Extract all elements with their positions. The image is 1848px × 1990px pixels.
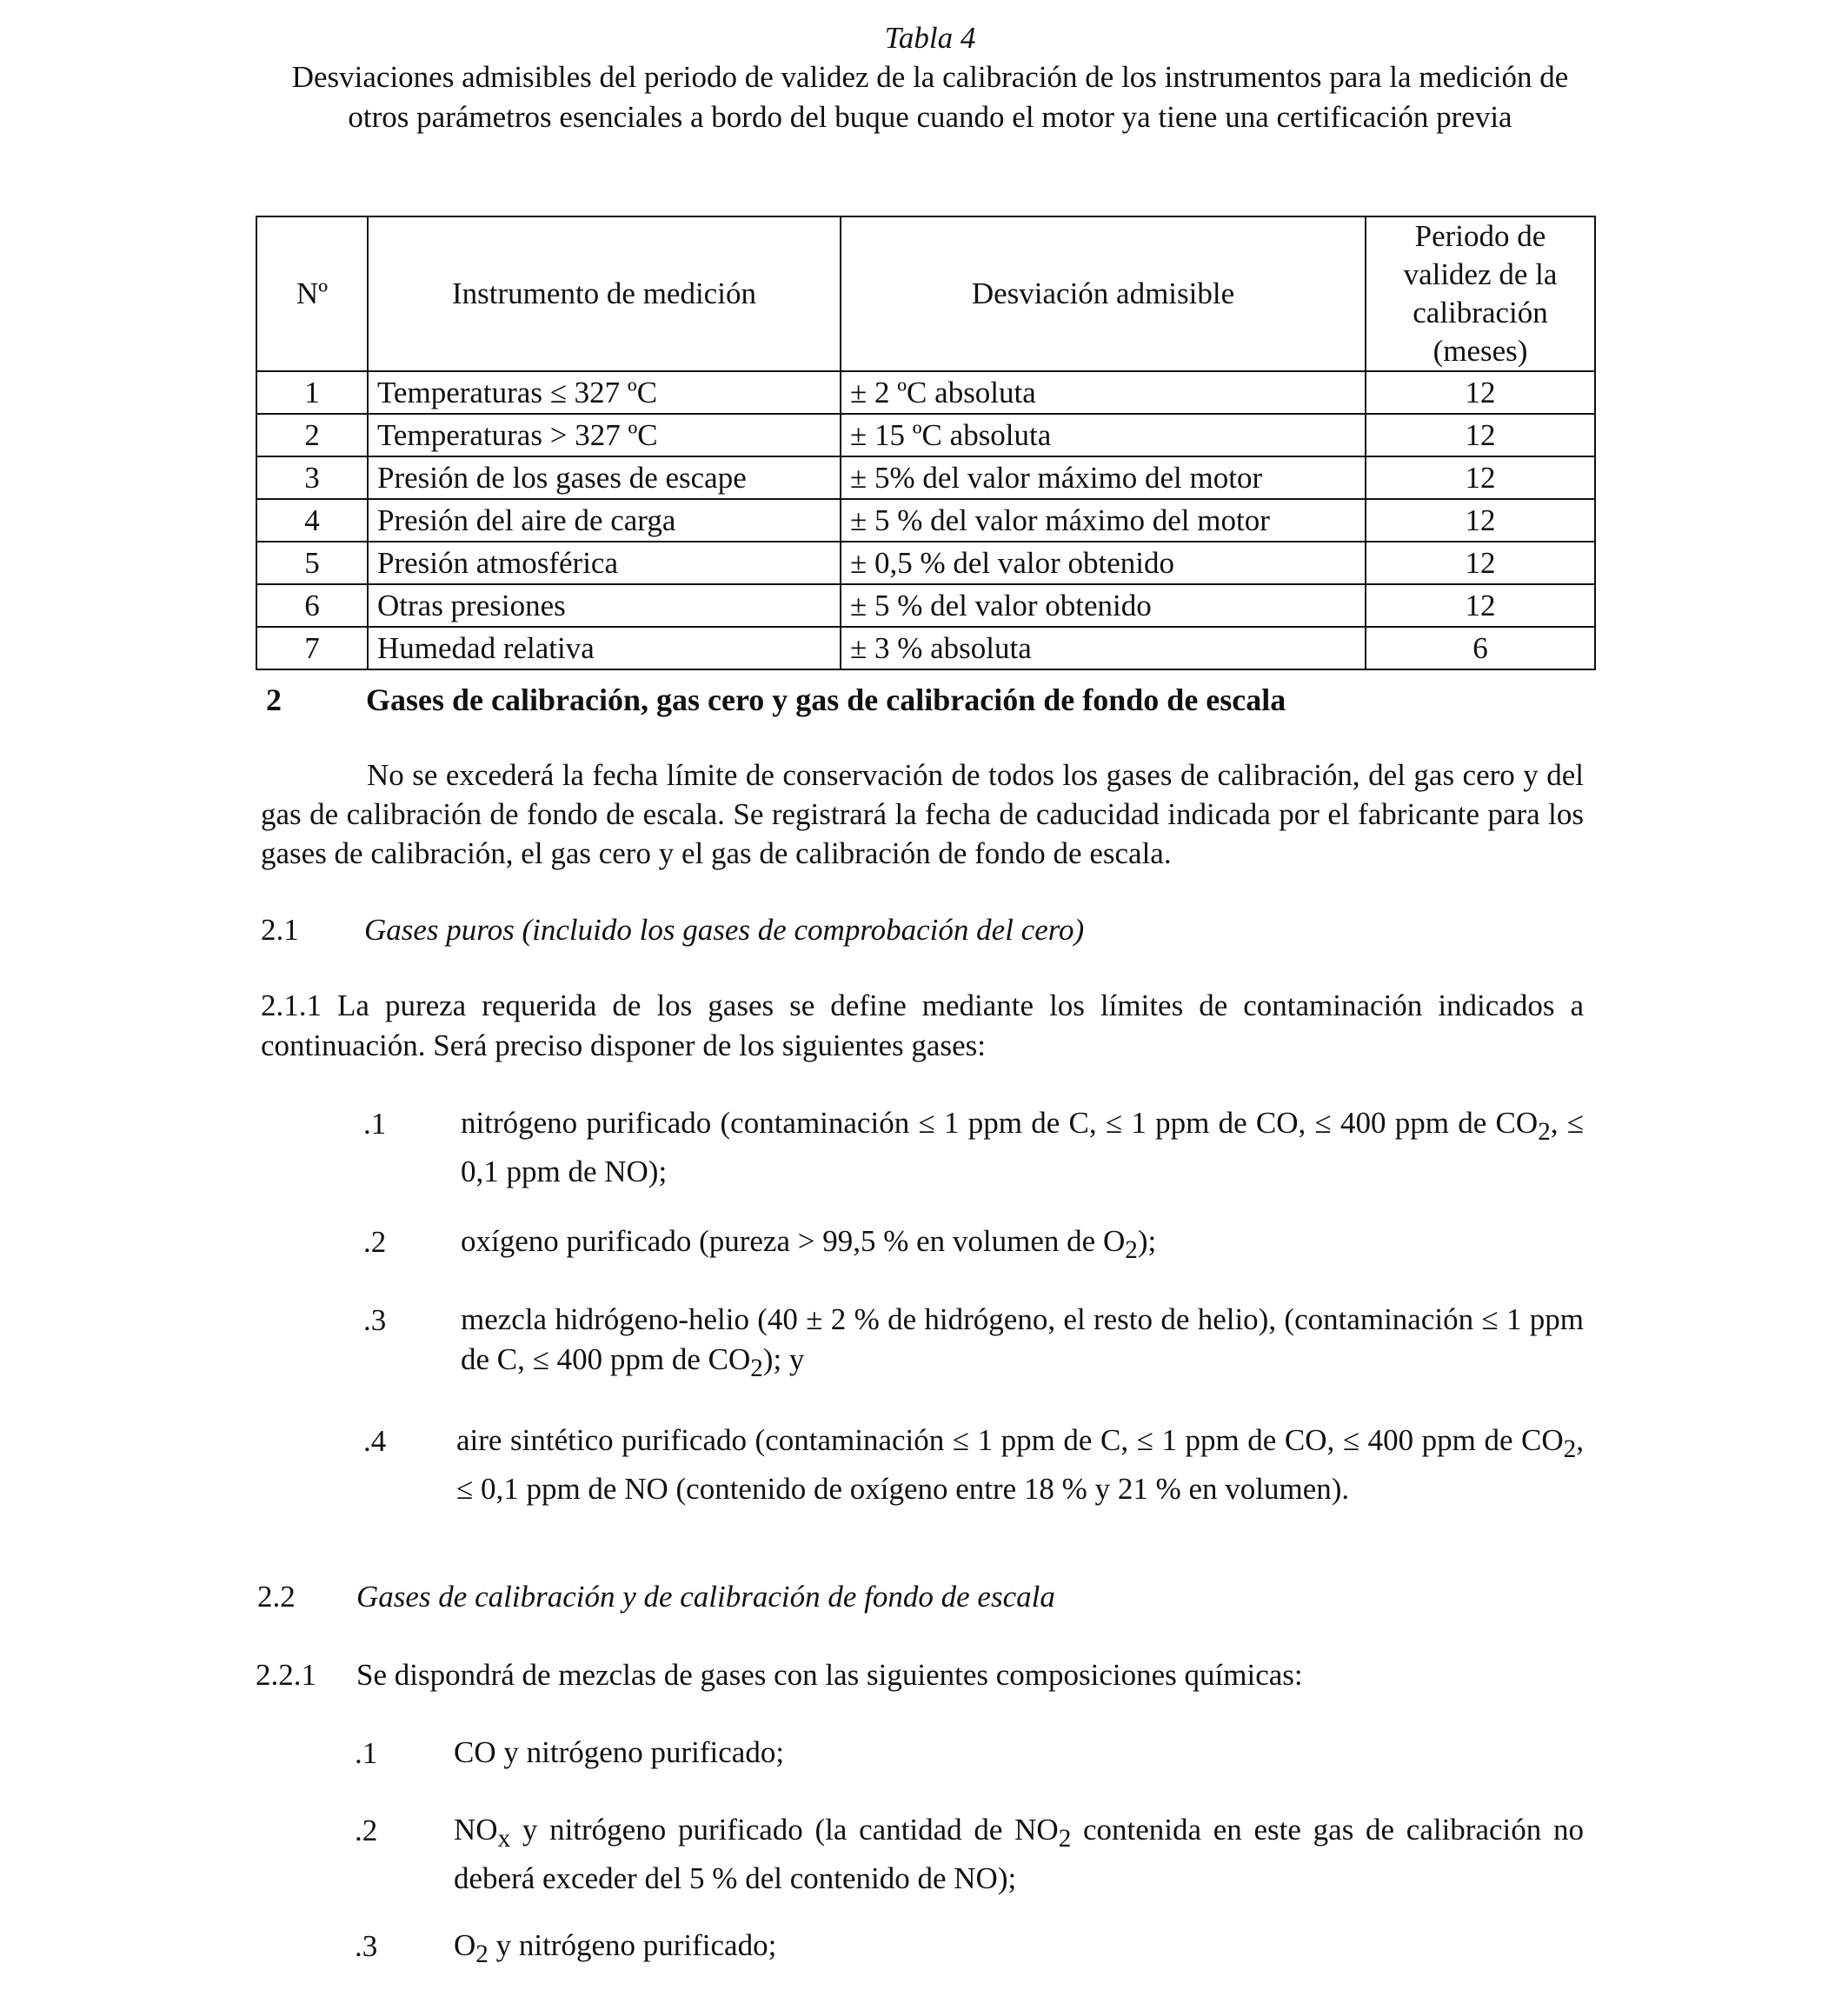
cell-period: 12 xyxy=(1366,414,1595,456)
list-item-text: aire sintético purificado (contaminación ≤ 1 ppm de C, ≤ 1 ppm de CO, ≤ 400 ppm de $CO_2$, ≤ 0,1 ppm de NO (contenido de oxígeno entre 18 % y 21 % en volumen). xyxy=(456,1423,1584,1506)
list-item-number: .2 xyxy=(355,1814,378,1847)
cell-instrument: Presión de los gases de escape xyxy=(368,456,841,499)
table-caption-title: Tabla 4 xyxy=(884,21,976,55)
cell-instrument: Presión atmosférica xyxy=(368,542,841,584)
cell-no: 5 xyxy=(256,542,368,584)
table-row xyxy=(256,499,1595,542)
list-item-text: nitrógeno purificado (contaminación ≤ 1 ppm de C, ≤ 1 ppm de CO, ≤ 400 ppm de $CO_2$, ≤ 0,1 ppm de NO); xyxy=(461,1106,1584,1188)
list-item-number: .1 xyxy=(355,1736,378,1770)
cell-period: 12 xyxy=(1366,456,1595,499)
list-item-text: oxígeno purificado (pureza > 99,5 % en volumen de $O_2$); xyxy=(461,1224,1157,1264)
section-2-1-1-paragraph xyxy=(261,986,1584,1066)
cell-instrument: Temperaturas > 327 ºC xyxy=(368,414,841,456)
section-2-1-heading: Gases puros (incluido los gases de comprobación del cero) xyxy=(364,913,1085,947)
cell-deviation: ± 5% del valor máximo del motor xyxy=(841,456,1366,499)
calibration-deviation-table xyxy=(256,216,1596,670)
section-2-2-1-number: 2.2.1 xyxy=(256,1658,316,1692)
cell-no: 1 xyxy=(256,371,368,414)
table-row xyxy=(256,584,1595,627)
cell-instrument: Humedad relativa xyxy=(368,627,841,669)
section-2-2-heading: Gases de calibración y de calibración de fondo de escala xyxy=(356,1580,1055,1614)
cell-deviation: ± 5 % del valor máximo del motor xyxy=(841,499,1366,542)
section-2-1-1-number: 2.1.1 xyxy=(261,988,322,1022)
list-item-number: .1 xyxy=(363,1107,387,1141)
table-caption-description: Desviaciones admisibles del periodo de validez de la calibración de los instrumentos para la medición de otros parámetros esenciales a bordo del buque cuando el motor ya tiene una certificación previa xyxy=(291,60,1569,134)
header-no: Nº xyxy=(256,216,368,371)
cell-deviation: ± 5 % del valor obtenido xyxy=(841,584,1366,627)
list-item-number: .2 xyxy=(363,1225,387,1259)
list-item-number: .3 xyxy=(363,1303,387,1337)
header-deviation: Desviación admisible xyxy=(841,216,1366,371)
table-row xyxy=(256,627,1595,669)
section-2-heading: Gases de calibración, gas cero y gas de calibración de fondo de escala xyxy=(366,682,1286,717)
cell-no: 7 xyxy=(256,627,368,669)
cell-no: 6 xyxy=(256,584,368,627)
table-header-row xyxy=(256,216,1595,371)
table-row xyxy=(256,542,1595,584)
cell-instrument: Otras presiones xyxy=(368,584,841,627)
section-2-2-1-text: Se dispondrá de mezclas de gases con las siguientes composiciones químicas: xyxy=(356,1658,1303,1692)
header-period: Periodo de validez de la calibración (meses) xyxy=(1366,216,1595,371)
section-2-1-number: 2.1 xyxy=(261,913,299,947)
cell-period: 12 xyxy=(1366,542,1595,584)
cell-no: 3 xyxy=(256,456,368,499)
list-item-text: $O_2$ y nitrógeno purificado; xyxy=(454,1928,777,1968)
cell-period: 12 xyxy=(1366,499,1595,542)
cell-deviation: ± 0,5 % del valor obtenido xyxy=(841,542,1366,584)
cell-period: 12 xyxy=(1366,584,1595,627)
table-row xyxy=(256,371,1595,414)
cell-deviation: ± 15 ºC absoluta xyxy=(841,414,1366,456)
header-instrument: Instrumento de medición xyxy=(368,216,841,371)
cell-no: 4 xyxy=(256,499,368,542)
section-2-2-number: 2.2 xyxy=(257,1580,296,1614)
cell-deviation: ± 2 ºC absoluta xyxy=(841,371,1366,414)
list-item-number: .3 xyxy=(355,1929,378,1963)
list-item-number: .4 xyxy=(363,1424,387,1458)
cell-no: 2 xyxy=(256,414,368,456)
list-item-text: $NO_x$ y nitrógeno purificado (la cantidad de $NO_2$ contenida en este gas de calibración no deberá exceder del 5 % del contenido de NO); xyxy=(454,1813,1584,1895)
cell-instrument: Presión del aire de carga xyxy=(368,499,841,542)
section-2-number: 2 xyxy=(266,682,282,717)
cell-instrument: Temperaturas ≤ 327 ºC xyxy=(368,371,841,414)
cell-period: 6 xyxy=(1366,627,1595,669)
section-2-1-1-text: La pureza requerida de los gases se define mediante los límites de contaminación indicados a continuación. Será preciso disponer de los siguientes gases: xyxy=(261,988,1585,1062)
list-item-text: mezcla hidrógeno-helio (40 ± 2 % de hidrógeno, el resto de helio), (contaminación ≤ 1 ppm de C, ≤ 400 ppm de $CO_2$); y xyxy=(461,1302,1584,1382)
table-row xyxy=(256,414,1595,456)
table-row xyxy=(256,456,1595,499)
section-2-paragraph: No se excederá la fecha límite de conservación de todos los gases de calibración, del gas cero y del gas de calibración de fondo de escala. Se registrará la fecha de caducidad indicada por el fabricante para los gases de calibración, el gas cero y el gas de calibración de fondo de escala. xyxy=(261,758,1584,870)
list-item-text: CO y nitrógeno purificado; xyxy=(454,1735,785,1769)
cell-period: 12 xyxy=(1366,371,1595,414)
cell-deviation: ± 3 % absoluta xyxy=(841,627,1366,669)
